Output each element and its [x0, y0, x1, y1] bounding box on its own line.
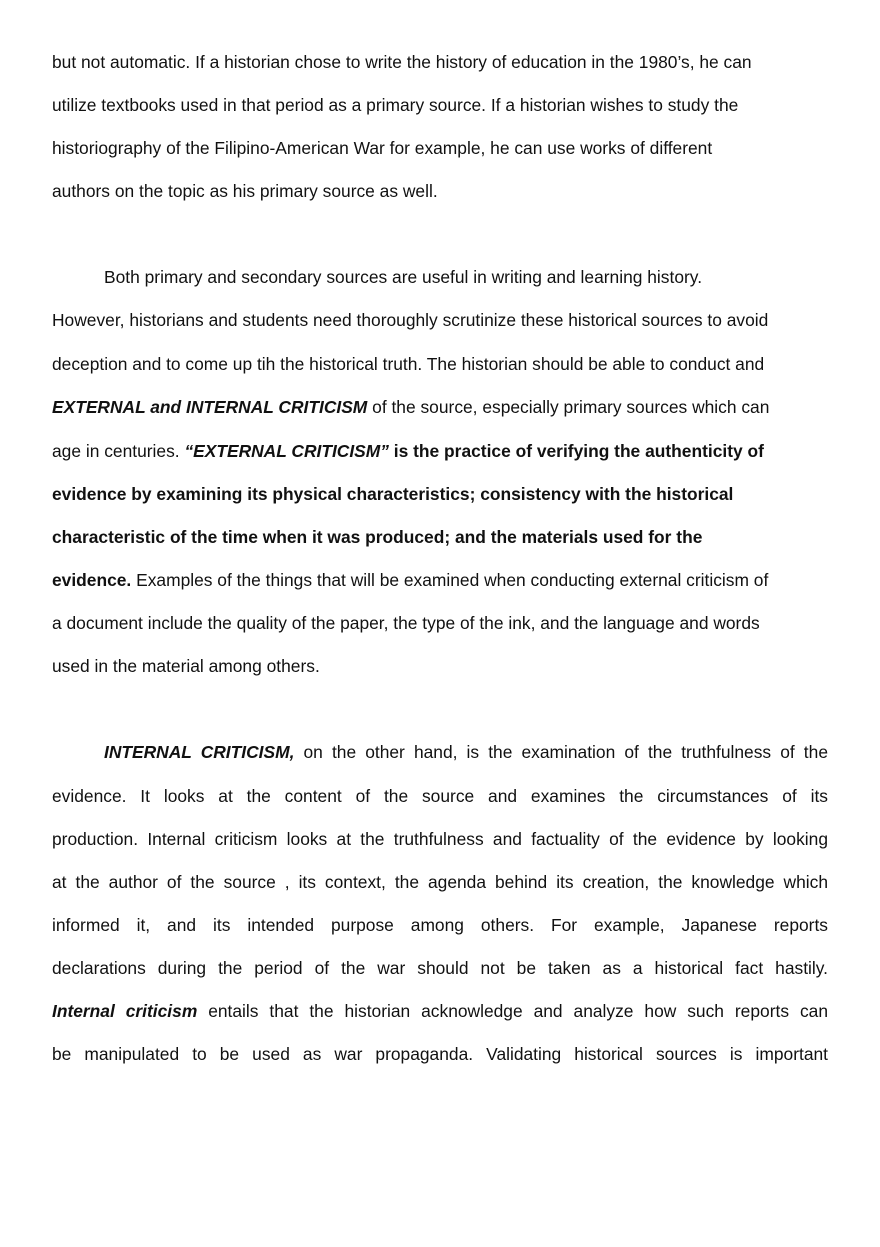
text-line — [52, 180, 828, 202]
text-line — [52, 309, 828, 331]
emphasized-text: characteristic of the time when it was produced; and the materials used for the — [52, 527, 703, 547]
text-segment: deception and to come up tih the historical truth. The historian should be able to conduct and — [52, 354, 765, 374]
text-segment: historiography of the Filipino-American War for example, he can use works of different — [52, 138, 713, 158]
text-segment: age in centuries. — [52, 441, 185, 461]
text-line — [52, 785, 828, 807]
text-line — [52, 396, 828, 418]
emphasized-text: evidence. — [52, 570, 132, 590]
text-line — [52, 440, 828, 462]
text-line — [52, 957, 828, 979]
text-line — [52, 914, 828, 936]
text-line — [52, 871, 828, 893]
emphasized-text: “EXTERNAL CRITICISM” — [184, 441, 389, 461]
text-line — [52, 828, 828, 850]
text-line — [52, 1043, 828, 1065]
text-segment: evidence. It looks at the content of the source and examines the circumstances of its — [52, 786, 828, 806]
text-segment: Examples of the things that will be examined when conducting external criticism of — [131, 570, 769, 590]
text-segment: informed it, and its intended purpose among others. For example, Japanese reports — [52, 915, 828, 935]
text-segment: However, historians and students need thoroughly scrutinize these historical sources to avoid — [52, 310, 769, 330]
text-segment: of the source, especially primary sources which can — [367, 397, 770, 417]
text-line — [52, 526, 828, 548]
text-segment: be manipulated to be used as war propaganda. Validating historical sources is important — [52, 1044, 828, 1064]
text-segment: Both primary and secondary sources are useful in writing and learning history. — [104, 267, 703, 287]
emphasized-text: EXTERNAL and INTERNAL CRITICISM — [52, 397, 368, 417]
text-line — [52, 569, 828, 591]
text-line — [52, 353, 828, 375]
text-segment: but not automatic. If a historian chose to write the history of education in the 1980’s, he can — [52, 52, 752, 72]
text-line — [52, 51, 828, 73]
text-line — [52, 266, 828, 288]
text-segment: used in the material among others. — [52, 656, 320, 676]
text-line — [52, 94, 828, 116]
text-line — [52, 612, 828, 634]
text-segment: authors on the topic as his primary source as well. — [52, 181, 438, 201]
text-line — [52, 137, 828, 159]
text-line — [52, 655, 828, 677]
text-line — [52, 741, 828, 763]
text-segment: entails that the historian acknowledge and analyze how such reports can — [197, 1001, 828, 1021]
emphasized-text: INTERNAL CRITICISM, — [104, 742, 295, 762]
text-segment: declarations during the period of the war should not be taken as a historical fact hastily. — [52, 958, 828, 978]
text-segment: on the other hand, is the examination of the truthfulness of the — [294, 742, 828, 762]
text-line — [52, 1000, 828, 1022]
text-segment: utilize textbooks used in that period as a primary source. If a historian wishes to study the — [52, 95, 739, 115]
emphasized-text: evidence by examining its physical characteristics; consistency with the historical — [52, 484, 734, 504]
text-segment: a document include the quality of the paper, the type of the ink, and the language and words — [52, 613, 760, 633]
emphasized-text: is the practice of verifying the authenticity of — [388, 441, 764, 461]
text-segment: at the author of the source , its context, the agenda behind its creation, the knowledge which — [52, 872, 828, 892]
text-line — [52, 483, 828, 505]
emphasized-text: Internal criticism — [52, 1001, 198, 1021]
text-segment: production. Internal criticism looks at the truthfulness and factuality of the evidence by looking — [52, 829, 828, 849]
